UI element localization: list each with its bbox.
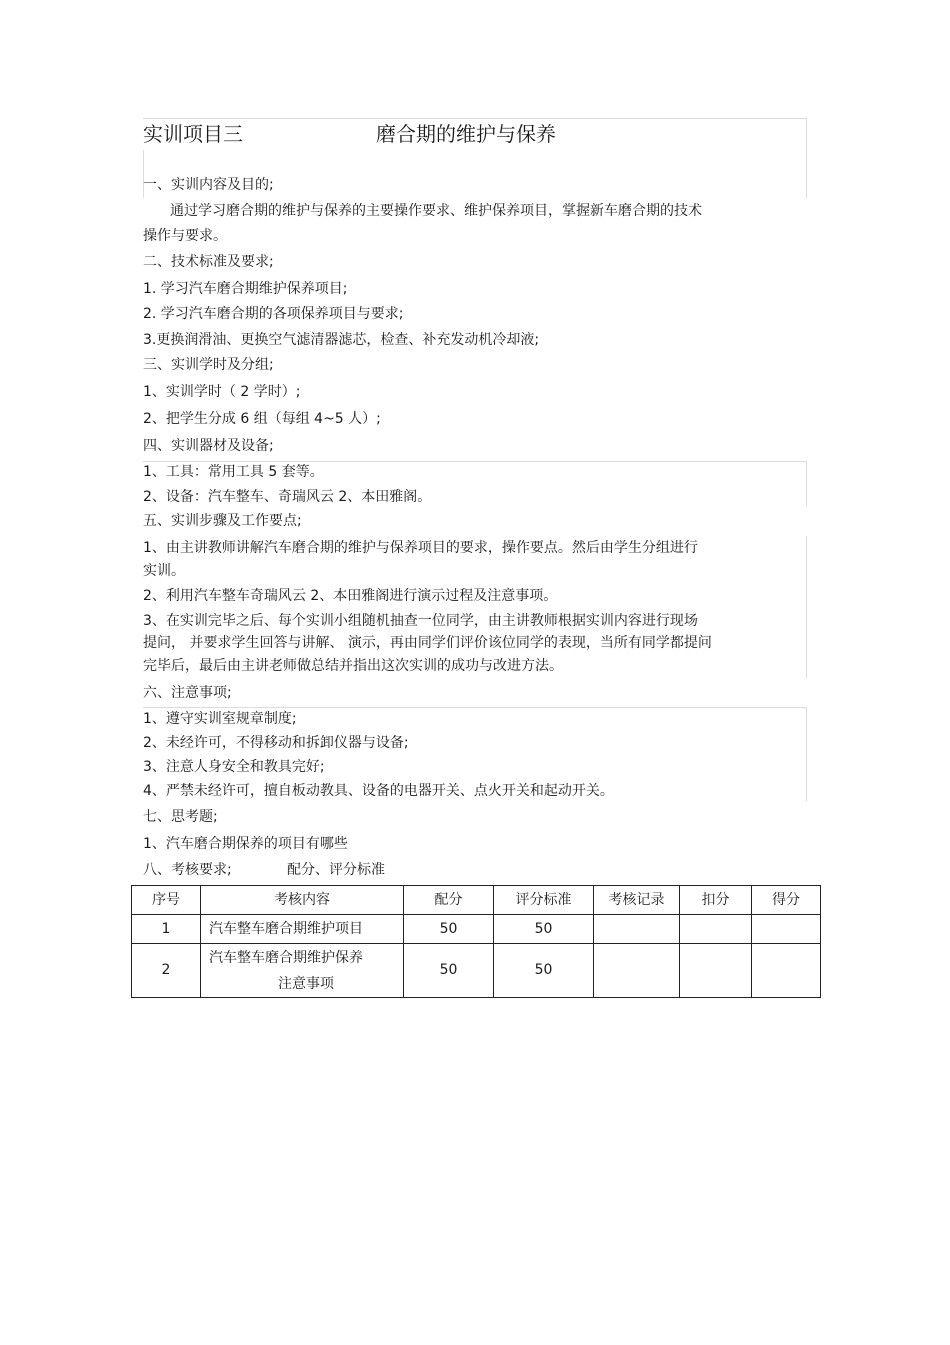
list-item: 2、利用汽车整车奇瑞风云 2、本田雅阁进行演示过程及注意事项。 [143,588,558,604]
list-item-continuation: 提问， 并要求学生回答与讲解、 演示，再由同学们评价该位同学的表现，当所有同学都提问 [143,635,712,651]
paragraph-line: 操作与要求。 [143,228,227,244]
section-subheading: 配分、评分标准 [287,862,385,878]
row-number-cell: 1 [132,915,201,944]
section-heading: 八、考核要求; [143,862,232,878]
section-heading: 四、实训器材及设备; [143,438,274,454]
header-cell: 考核内容 [201,886,404,915]
score-cell: 50 [404,915,494,944]
list-item: 1. 学习汽车磨合期维护保养项目; [143,281,348,297]
list-item: 2. 学习汽车磨合期的各项保养项目与要求; [143,306,404,322]
standard-cell: 50 [494,944,594,998]
deduct-cell [680,944,752,998]
deduct-cell [680,915,752,944]
table-header-row [132,886,821,915]
border-line [806,118,807,198]
row-number-cell: 2 [132,944,201,998]
list-item: 2、未经许可，不得移动和拆卸仪器与设备; [143,735,409,751]
section-heading: 七、思考题; [143,809,218,825]
border-line [143,707,807,708]
content-line: 注意事项 [278,975,334,992]
record-cell [594,915,680,944]
paragraph-line: 通过学习磨合期的维护与保养的主要操作要求、维护保养项目，掌握新车磨合期的技术 [170,203,702,219]
border-line [806,536,807,678]
grading-table [131,885,821,998]
score-cell: 50 [404,944,494,998]
list-item: 1、工具：常用工具 5 套等。 [143,464,324,480]
table-row [132,915,821,944]
list-item: 3.更换润滑油、更换空气滤清器滤芯，检查、补充发动机冷却液; [143,332,540,348]
content-cell [201,944,404,998]
table-row [132,944,821,998]
section-heading: 六、注意事项; [143,685,232,701]
header-cell: 考核记录 [594,886,680,915]
list-item: 3、注意人身安全和教具完好; [143,759,325,775]
final-score-cell [752,944,821,998]
list-item: 1、汽车磨合期保养的项目有哪些 [143,836,348,852]
section-heading: 三、实训学时及分组; [143,357,274,373]
section-heading: 二、技术标准及要求; [143,254,274,270]
list-item: 1、由主讲教师讲解汽车磨合期的维护与保养项目的要求，操作要点。然后由学生分组进行 [143,540,698,556]
border-line [806,707,807,801]
list-item: 2、设备：汽车整车、奇瑞风云 2、本田雅阁。 [143,489,432,505]
list-item: 4、严禁未经许可，擅自板动教具、设备的电器开关、点火开关和起动开关。 [143,783,614,799]
content-cell-lines [209,945,403,997]
border-line [143,118,807,119]
list-item: 2、把学生分成 6 组（每组 4~5 人）; [143,411,381,427]
border-line [143,461,807,462]
border-line [806,461,807,506]
list-item: 1、遵守实训室规章制度; [143,711,297,727]
final-score-cell [752,915,821,944]
list-item: 1、实训学时（ 2 学时）; [143,384,301,400]
header-cell: 配分 [404,886,494,915]
project-number: 实训项目三 [143,122,243,146]
content-line: 汽车整车磨合期维护保养 [209,949,363,966]
page-title: 磨合期的维护与保养 [376,122,556,146]
header-cell: 序号 [132,886,201,915]
header-cell: 扣分 [680,886,752,915]
header-cell: 评分标准 [494,886,594,915]
header-cell: 得分 [752,886,821,915]
list-item-continuation: 实训。 [143,563,185,579]
section-heading: 一、实训内容及目的; [143,177,274,193]
record-cell [594,944,680,998]
list-item-continuation: 完毕后，最后由主讲老师做总结并指出这次实训的成功与改进方法。 [143,658,563,674]
content-cell: 汽车整车磨合期维护项目 [201,915,404,944]
list-item: 3、在实训完毕之后、每个实训小组随机抽查一位同学，由主讲教师根据实训内容进行现场 [143,613,698,629]
standard-cell: 50 [494,915,594,944]
section-heading: 五、实训步骤及工作要点; [143,513,302,529]
